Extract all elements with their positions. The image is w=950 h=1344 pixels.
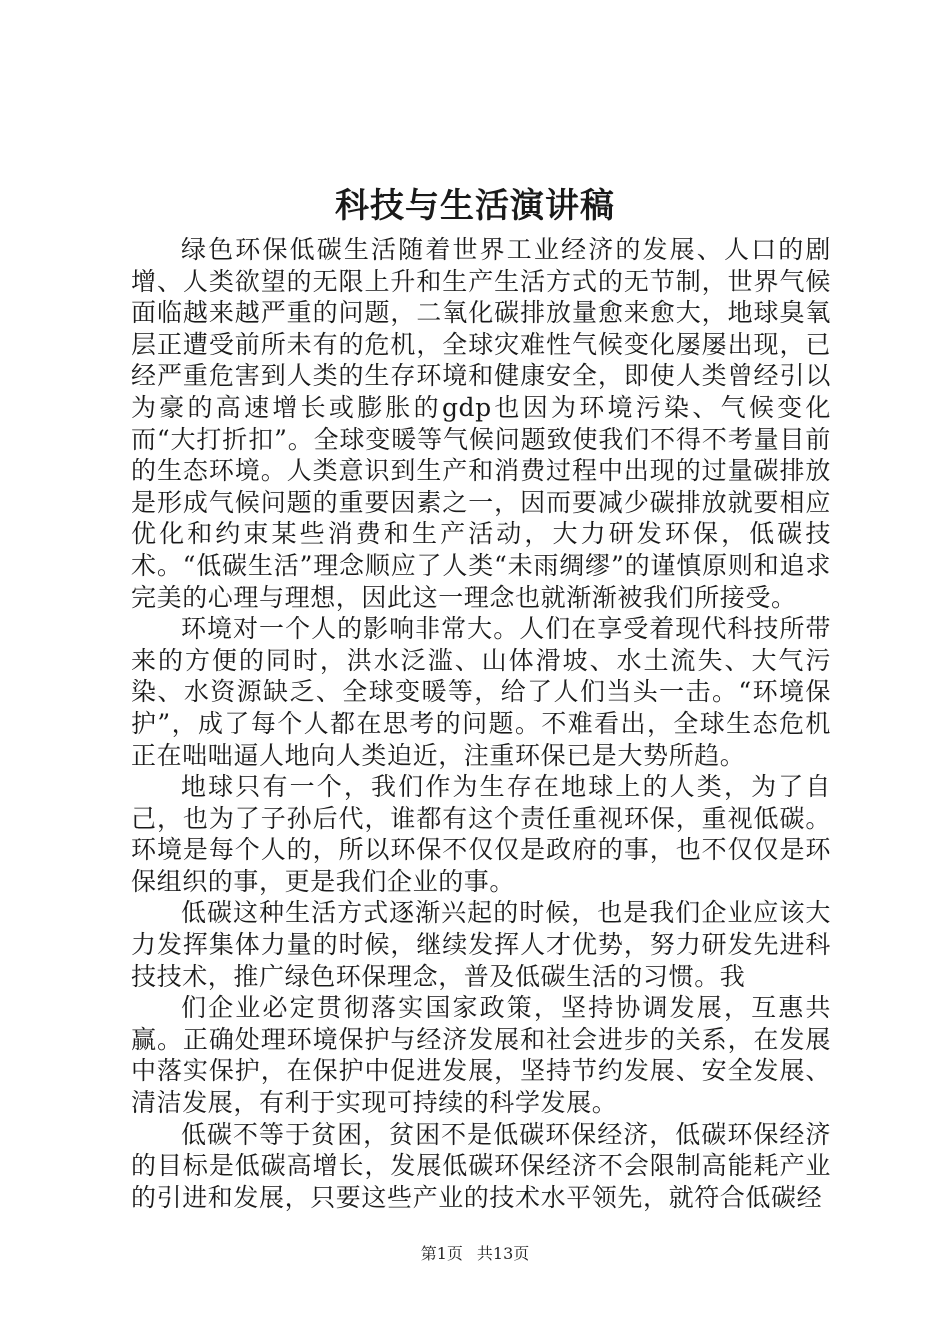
paragraph-5: 们企业必定贯彻落实国家政策，坚持协调发展，互惠共赢。正确处理环境保护与经济发展和社会进步的关系，在发展中落实保护，在保护中促进发展，坚持节约发展、安全发展、清洁发展，有利于实现可持续的科学发展。 (131, 993, 831, 1118)
paragraph-2: 环境对一个人的影响非常大。人们在享受着现代科技所带来的方便的同时，洪水泛滥、山体滑坡、水土流失、大气污染、水资源缺乏、全球变暖等，给了人们当头一击。“环境保护”，成了每个人都在思考的问题。不难看出，全球生态危机正在咄咄逼人地向人类迫近，注重环保已是大势所趋。 (131, 614, 831, 770)
page-number-total: 共13页 (476, 1244, 530, 1263)
paragraph-6: 低碳不等于贫困，贫困不是低碳环保经济，低碳环保经济的目标是低碳高增长，发展低碳环保经济不会限制高能耗产业的引进和发展，只要这些产业的技术水平领先，就符合低碳经 (131, 1119, 831, 1212)
paragraph-3: 地球只有一个，我们作为生存在地球上的人类，为了自己，也为了子孙后代，谁都有这个责任重视环保，重视低碳。环境是每个人的，所以环保不仅仅是政府的事，也不仅仅是环保组织的事，更是我们企业的事。 (131, 772, 831, 896)
page-number-current: 第1页 (420, 1244, 463, 1263)
document-body (131, 234, 831, 1213)
paragraph-1: 绿色环保低碳生活随着世界工业经济的发展、人口的剧增、人类欲望的无限上升和生产生活方式的无节制，世界气候面临越来越严重的问题，二氧化碳排放量愈来愈大，地球臭氧层正遭受前所未有的危机，全球灾难性气候变化屡屡出现，已经严重危害到人类的生存环境和健康安全，即使人类曾经引以为豪的高速增长或膨胀的gdp也因为环境污染、气候变化而“大打折扣”。全球变暖等气候问题致使我们不得不考量目前的生态环境。人类意识到生产和消费过程中出现的过量碳排放是形成气候问题的重要因素之一，因而要减少碳排放就要相应优化和约束某些消费和生产活动，大力研发环保，低碳技术。“低碳生活”理念顺应了人类“未雨绸缪”的谨慎原则和追求完美的心理与理想，因此这一理念也就渐渐被我们所接受。 (131, 235, 831, 612)
page-footer (0, 1243, 950, 1265)
document-title: 科技与生活演讲稿 (335, 186, 615, 226)
paragraph-4: 低碳这种生活方式逐渐兴起的时候，也是我们企业应该大力发挥集体力量的时候，继续发挥人才优势，努力研发先进科技技术，推广绿色环保理念，普及低碳生活的习惯。我 (131, 898, 831, 991)
